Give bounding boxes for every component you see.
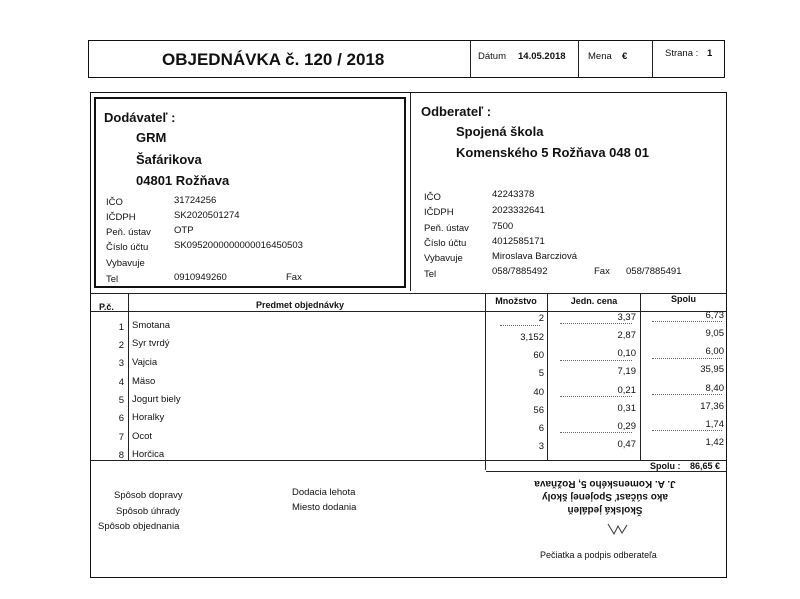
customer-tel-label: Tel bbox=[424, 269, 437, 280]
stamp-caption: Pečiatka a podpis odberateľa bbox=[540, 550, 657, 560]
customer-address: Komenského 5 Rožňava 048 01 bbox=[456, 145, 649, 160]
customer-account-label: Číslo účtu bbox=[424, 238, 467, 249]
seal-line: J. A. Komenského 5, Rožňava bbox=[534, 478, 676, 489]
row-price: 0,47 bbox=[617, 439, 636, 450]
dot-leader bbox=[652, 394, 722, 395]
row-total: 9,05 bbox=[705, 328, 724, 339]
date-label: Dátum bbox=[478, 51, 506, 62]
transport-label: Spôsob dopravy bbox=[114, 490, 183, 501]
row-total: 1,74 bbox=[705, 419, 724, 430]
order-title: OBJEDNÁVKA č. 120 / 2018 bbox=[162, 50, 385, 69]
customer-fax-value: 058/7885491 bbox=[626, 266, 682, 277]
row-qty: 2 bbox=[538, 313, 544, 324]
supplier-bank-label: Peň. ústav bbox=[106, 227, 151, 238]
col-divider bbox=[640, 294, 641, 460]
customer-contact-label: Vybavuje bbox=[424, 253, 463, 264]
row-qty: 3,152 bbox=[520, 332, 544, 343]
row-price: 3,37 bbox=[617, 312, 636, 323]
dot-leader bbox=[560, 396, 632, 397]
row-qty: 5 bbox=[538, 368, 544, 379]
row-price: 7,19 bbox=[617, 366, 636, 377]
row-item: Smotana bbox=[132, 320, 171, 331]
dot-leader bbox=[500, 325, 540, 326]
sum-value: 86,65 € bbox=[690, 461, 721, 471]
header-divider bbox=[578, 41, 579, 77]
row-qty: 40 bbox=[533, 387, 544, 398]
currency-label: Mena bbox=[588, 51, 612, 62]
row-total: 6,73 bbox=[705, 310, 724, 321]
sum-underline bbox=[486, 471, 726, 472]
seal-line: ako súčasť Spojenej školy bbox=[542, 491, 668, 502]
date-value: 14.05.2018 bbox=[518, 51, 566, 62]
row-price: 0,10 bbox=[617, 348, 636, 359]
row-qty: 6 bbox=[538, 423, 544, 434]
row-item: Horčica bbox=[132, 449, 165, 460]
row-qty: 3 bbox=[538, 441, 544, 452]
row-total: 1,42 bbox=[705, 437, 724, 448]
row-no: 5 bbox=[118, 395, 124, 406]
header-divider bbox=[470, 41, 471, 77]
table-bottom-line bbox=[91, 460, 726, 461]
supplier-bank-value: OTP bbox=[174, 225, 194, 236]
customer-fax-label: Fax bbox=[594, 266, 610, 277]
row-no: 7 bbox=[118, 432, 124, 443]
col-header-no: P.č. bbox=[99, 302, 114, 312]
row-no: 8 bbox=[118, 450, 124, 461]
currency-value: € bbox=[622, 51, 628, 62]
supplier-contact-label: Vybavuje bbox=[106, 258, 145, 269]
supplier-account-label: Číslo účtu bbox=[106, 242, 149, 253]
supplier-ico-value: 31724256 bbox=[174, 195, 217, 206]
table-top-line bbox=[91, 293, 726, 294]
row-no: 2 bbox=[118, 340, 124, 351]
supplier-street: Šafárikova bbox=[136, 152, 202, 167]
row-no: 3 bbox=[118, 358, 124, 369]
row-no: 6 bbox=[118, 413, 124, 424]
dot-leader bbox=[652, 321, 722, 322]
row-price: 2,87 bbox=[617, 330, 636, 341]
customer-account-value: 4012585171 bbox=[492, 236, 545, 247]
col-divider bbox=[547, 294, 548, 460]
dot-leader bbox=[652, 430, 722, 431]
seal-line: Školská jedáleň bbox=[567, 504, 643, 515]
col-divider bbox=[485, 294, 486, 470]
supplier-fax-label: Fax bbox=[286, 272, 302, 283]
supplier-tel-label: Tel bbox=[106, 274, 119, 285]
order-method-label: Spôsob objednania bbox=[98, 521, 180, 532]
row-qty: 56 bbox=[533, 405, 544, 416]
page-label: Strana : bbox=[665, 48, 699, 59]
row-no: 4 bbox=[118, 377, 124, 388]
school-seal-stamp bbox=[490, 477, 720, 516]
row-total: 8,40 bbox=[705, 383, 724, 394]
row-item: Ocot bbox=[132, 431, 153, 442]
page-value: 1 bbox=[707, 48, 713, 59]
row-total: 6,00 bbox=[705, 346, 724, 357]
row-total: 17,36 bbox=[700, 401, 724, 412]
row-item: Jogurt biely bbox=[132, 394, 181, 405]
row-item: Horalky bbox=[132, 412, 165, 423]
supplier-icdph-label: IČDPH bbox=[106, 212, 136, 223]
supplier-ico-label: IČO bbox=[106, 197, 123, 208]
dot-leader bbox=[560, 323, 632, 324]
col-divider bbox=[128, 294, 129, 460]
col-header-price: Jedn. cena bbox=[570, 296, 618, 306]
dot-leader bbox=[560, 432, 632, 433]
supplier-heading: Dodávateľ : bbox=[104, 110, 176, 125]
supplier-city: 04801 Rožňava bbox=[136, 173, 230, 188]
customer-contact-value: Miroslava Barcziová bbox=[492, 251, 577, 262]
row-item: Syr tvrdý bbox=[132, 338, 170, 349]
customer-bank-value: 7500 bbox=[492, 221, 514, 232]
row-price: 0,29 bbox=[617, 421, 636, 432]
customer-ico-label: IČO bbox=[424, 192, 441, 203]
customer-icdph-value: 2023332641 bbox=[492, 205, 545, 216]
dot-leader bbox=[560, 360, 632, 361]
customer-divider bbox=[410, 93, 411, 291]
col-header-total: Spolu bbox=[671, 294, 696, 304]
customer-icdph-label: IČDPH bbox=[424, 207, 454, 218]
row-item: Mäso bbox=[132, 376, 156, 387]
customer-tel-value: 058/7885492 bbox=[492, 266, 548, 277]
row-item: Vajcia bbox=[132, 357, 158, 368]
delivery-term-label: Dodacia lehota bbox=[292, 487, 356, 498]
signature-mark bbox=[606, 522, 630, 536]
customer-bank-label: Peň. ústav bbox=[424, 223, 469, 234]
col-header-item: Predmet objednávky bbox=[255, 300, 345, 310]
row-qty: 60 bbox=[533, 350, 544, 361]
supplier-name: GRM bbox=[136, 130, 167, 145]
supplier-icdph-value: SK2020501274 bbox=[174, 210, 240, 221]
customer-ico-value: 42243378 bbox=[492, 189, 535, 200]
row-total: 35,95 bbox=[700, 364, 724, 375]
row-no: 1 bbox=[118, 322, 124, 333]
row-price: 0,31 bbox=[617, 403, 636, 414]
row-price: 0,21 bbox=[617, 385, 636, 396]
supplier-account-value: SK0952000000000016450503 bbox=[174, 240, 303, 251]
col-header-qty: Množstvo bbox=[495, 296, 537, 306]
customer-heading: Odberateľ : bbox=[421, 104, 492, 119]
sum-label: Spolu : bbox=[650, 461, 681, 471]
dot-leader bbox=[652, 358, 722, 359]
header-divider bbox=[652, 41, 653, 77]
customer-name: Spojená škola bbox=[456, 124, 544, 139]
delivery-place-label: Miesto dodania bbox=[292, 502, 357, 513]
payment-label: Spôsob úhrady bbox=[116, 506, 180, 517]
supplier-tel-value: 0910949260 bbox=[174, 272, 227, 283]
